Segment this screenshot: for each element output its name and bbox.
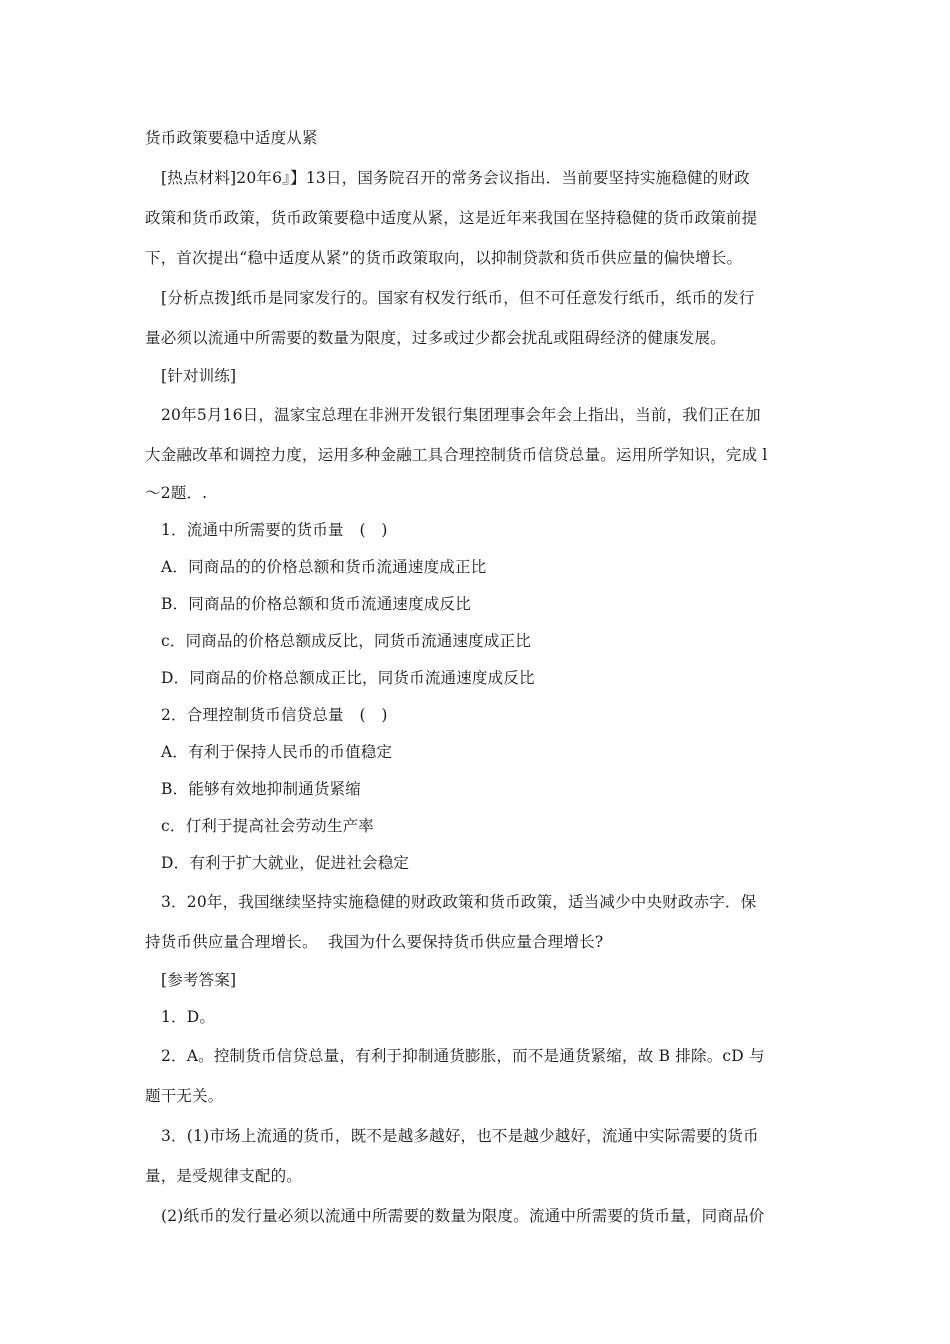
document-body xyxy=(145,118,807,1236)
document-title: 货币政策要稳中适度从紧 xyxy=(145,129,318,147)
hot-material-line-2: 政策和货币政策，货币政策要稳中适度从紧，这是近年来我国在坚持稳健的货币政策前提 xyxy=(145,209,758,227)
question-2-option-b: B．能够有效地抑制通货紧缩 xyxy=(161,780,361,798)
analysis-line-2: 量必须以流通中所需要的数量为限度，过多或过少都会扰乱或阻碍经济的健康发展。 xyxy=(145,329,726,347)
answer-2-line-2: 题干无关。 xyxy=(145,1087,224,1105)
intro-line-2: 大金融改革和调控力度，运用多种金融工具合理控制货币信贷总量。运用所学知识，完成 l xyxy=(145,446,768,464)
answers-heading: [参考答案] xyxy=(161,971,237,989)
analysis-line-1: [分析点拨]纸币是同家发行的。国家有权发行纸币，但不可任意发行纸币，纸币的发行 xyxy=(161,289,755,307)
question-1-option-b: B．同商品的价格总额和货币流通速度成反比 xyxy=(161,595,471,613)
question-1-option-d: D．同商品的价格总额成正比，同货币流通速度成反比 xyxy=(161,669,535,687)
hot-material-line-3: 下，首次提出“稳中适度从紧”的货币政策取向，以抑制贷款和货币供应量的偏快增长。 xyxy=(145,249,743,267)
question-3-line-1: 3．20年，我国继续坚持实施稳健的财政政策和货币政策，适当减少中央财政赤字．保 xyxy=(161,893,757,911)
question-3-line-2: 持货币供应量合理增长。 我国为什么要保持货币供应量合理增长? xyxy=(145,933,604,951)
question-2-option-d: D．有利于扩大就业，促进社会稳定 xyxy=(161,854,410,872)
answer-3-line-2: 量，是受规律支配的。 xyxy=(145,1167,303,1185)
intro-line-3: ～2题．. xyxy=(145,484,208,502)
answer-2-line-1: 2．A。控制货币信贷总量，有利于抑制通货膨胀，而不是通货紧缩，故 B 排除。cD 与 xyxy=(161,1047,765,1065)
answer-3-line-1: 3．(1)市场上流通的货币，既不是越多越好，也不是越少越好，流通中实际需要的货币 xyxy=(161,1127,759,1145)
question-2-option-a: A．有利于保持人民币的币值稳定 xyxy=(161,743,393,761)
intro-line-1: 20年5月16日，温家宝总理在非洲开发银行集团理事会年会上指出，当前，我们正在加 xyxy=(161,406,761,424)
hot-material-line-1: [热点材料]20年6』】13日，国务院召开的常务会议指出．当前要坚持实施稳健的财政 xyxy=(161,169,750,187)
question-2-option-c: c．仃利于提高社会劳动生产率 xyxy=(161,817,374,835)
answer-3-part-2: (2)纸币的发行量必须以流通中所需要的数量为限度。流通中所需要的货币量，同商品价 xyxy=(161,1207,765,1225)
question-1-option-a: A．同商品的的价格总额和货币流通速度成正比 xyxy=(161,558,487,576)
question-1-option-c: c．同商品的价格总额成反比，同货币流通速度成正比 xyxy=(161,632,531,650)
answer-1: 1．D。 xyxy=(161,1008,216,1026)
question-1-stem: 1．流通中所需要的货币量 ( ) xyxy=(161,521,388,539)
question-2-stem: 2．合理控制货币信贷总量 ( ) xyxy=(161,706,388,724)
training-heading: [针对训练] xyxy=(161,367,237,385)
